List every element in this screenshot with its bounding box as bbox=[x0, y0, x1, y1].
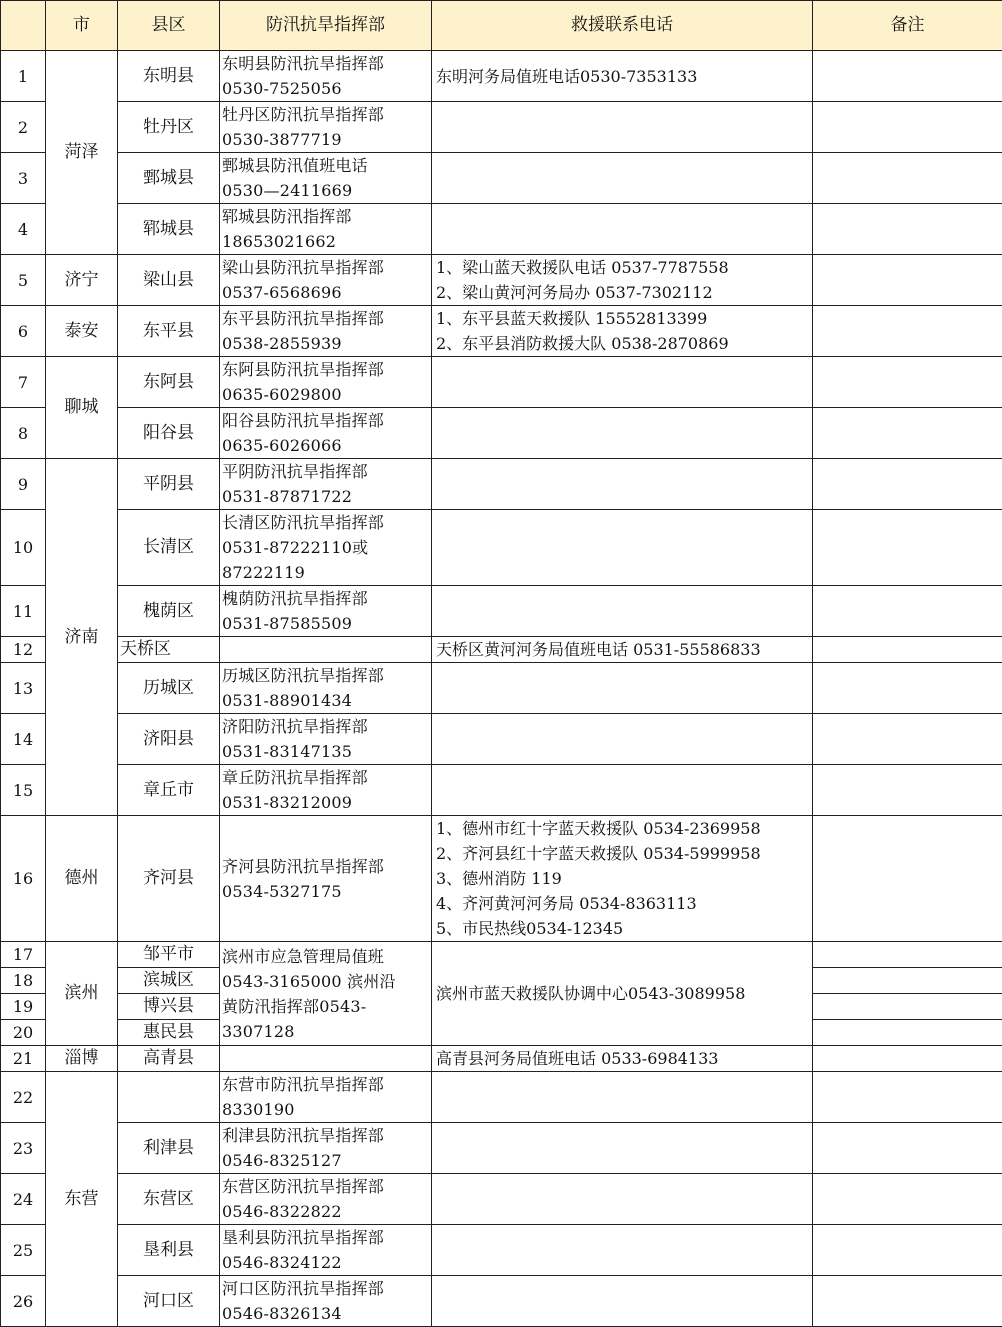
district-cell: 利津县 bbox=[118, 1123, 220, 1174]
row-number: 18 bbox=[1, 968, 46, 994]
table-row bbox=[1, 408, 1002, 459]
row-number: 10 bbox=[1, 510, 46, 586]
row-number: 20 bbox=[1, 1020, 46, 1046]
table-row bbox=[1, 255, 1002, 306]
header-row bbox=[1, 1, 1002, 51]
city-cell: 东营 bbox=[46, 1072, 118, 1327]
row-number: 26 bbox=[1, 1276, 46, 1327]
command-cell: 东明县防汛抗旱指挥部 0530-7525056 bbox=[220, 51, 432, 102]
table-row bbox=[1, 637, 1002, 663]
rescue-cell bbox=[432, 204, 813, 255]
district-cell: 惠民县 bbox=[118, 1020, 220, 1046]
district-cell: 梁山县 bbox=[118, 255, 220, 306]
district-cell: 滨城区 bbox=[118, 968, 220, 994]
city-cell: 德州 bbox=[46, 816, 118, 942]
table-row bbox=[1, 306, 1002, 357]
rescue-cell bbox=[432, 1225, 813, 1276]
table-row bbox=[1, 459, 1002, 510]
district-cell: 东阿县 bbox=[118, 357, 220, 408]
command-cell: 河口区防汛抗旱指挥部 0546-8326134 bbox=[220, 1276, 432, 1327]
command-cell: 阳谷县防汛抗旱指挥部 0635-6026066 bbox=[220, 408, 432, 459]
row-number: 24 bbox=[1, 1174, 46, 1225]
rescue-cell: 东明河务局值班电话0530-7353133 bbox=[432, 51, 813, 102]
note-cell bbox=[813, 663, 1002, 714]
district-cell: 博兴县 bbox=[118, 994, 220, 1020]
rescue-cell bbox=[432, 1174, 813, 1225]
command-cell: 长清区防汛抗旱指挥部 0531-87222110或 87222119 bbox=[220, 510, 432, 586]
note-cell bbox=[813, 255, 1002, 306]
header-command: 防汛抗旱指挥部 bbox=[220, 1, 432, 51]
note-cell bbox=[813, 51, 1002, 102]
command-cell: 章丘防汛抗旱指挥部 0531-83212009 bbox=[220, 765, 432, 816]
table-row bbox=[1, 586, 1002, 637]
row-number: 7 bbox=[1, 357, 46, 408]
note-cell bbox=[813, 1174, 1002, 1225]
row-number: 19 bbox=[1, 994, 46, 1020]
district-cell: 垦利县 bbox=[118, 1225, 220, 1276]
command-cell bbox=[220, 1046, 432, 1072]
table-row bbox=[1, 1225, 1002, 1276]
rescue-cell: 高青县河务局值班电话 0533-6984133 bbox=[432, 1046, 813, 1072]
note-cell bbox=[813, 459, 1002, 510]
rescue-cell: 天桥区黄河河务局值班电话 0531-55586833 bbox=[432, 637, 813, 663]
rescue-cell bbox=[432, 153, 813, 204]
command-cell: 槐荫防汛抗旱指挥部 0531-87585509 bbox=[220, 586, 432, 637]
table-row bbox=[1, 1123, 1002, 1174]
table-row bbox=[1, 510, 1002, 586]
rescue-cell: 1、东平县蓝天救援队 15552813399 2、东平县消防救援大队 0538-2870869 bbox=[432, 306, 813, 357]
rescue-cell bbox=[432, 663, 813, 714]
note-cell bbox=[813, 994, 1002, 1020]
note-cell bbox=[813, 1123, 1002, 1174]
table-row bbox=[1, 663, 1002, 714]
table-row bbox=[1, 942, 1002, 968]
note-cell bbox=[813, 306, 1002, 357]
table-row bbox=[1, 714, 1002, 765]
row-number: 5 bbox=[1, 255, 46, 306]
rescue-cell: 滨州市蓝天救援队协调中心0543-3089958 bbox=[432, 942, 813, 1046]
rescue-cell: 1、梁山蓝天救援队电话 0537-7787558 2、梁山黄河河务局办 0537-7302112 bbox=[432, 255, 813, 306]
table-row bbox=[1, 51, 1002, 102]
command-cell: 齐河县防汛抗旱指挥部 0534-5327175 bbox=[220, 816, 432, 942]
note-cell bbox=[813, 714, 1002, 765]
command-cell: 东营市防汛抗旱指挥部 8330190 bbox=[220, 1072, 432, 1123]
row-number: 8 bbox=[1, 408, 46, 459]
rescue-cell bbox=[432, 459, 813, 510]
note-cell bbox=[813, 968, 1002, 994]
command-cell: 历城区防汛抗旱指挥部 0531-88901434 bbox=[220, 663, 432, 714]
district-cell: 平阴县 bbox=[118, 459, 220, 510]
district-cell: 邹平市 bbox=[118, 942, 220, 968]
command-cell: 牡丹区防汛抗旱指挥部 0530-3877719 bbox=[220, 102, 432, 153]
rescue-cell bbox=[432, 1276, 813, 1327]
note-cell bbox=[813, 765, 1002, 816]
note-cell bbox=[813, 637, 1002, 663]
command-cell: 利津县防汛抗旱指挥部 0546-8325127 bbox=[220, 1123, 432, 1174]
note-cell bbox=[813, 942, 1002, 968]
district-cell: 历城区 bbox=[118, 663, 220, 714]
command-cell: 郓城县防汛指挥部 18653021662 bbox=[220, 204, 432, 255]
city-cell: 泰安 bbox=[46, 306, 118, 357]
table-row bbox=[1, 204, 1002, 255]
note-cell bbox=[813, 153, 1002, 204]
table-row bbox=[1, 1276, 1002, 1327]
row-number: 2 bbox=[1, 102, 46, 153]
note-cell bbox=[813, 1276, 1002, 1327]
row-number: 9 bbox=[1, 459, 46, 510]
district-cell: 鄄城县 bbox=[118, 153, 220, 204]
row-number: 13 bbox=[1, 663, 46, 714]
district-cell: 河口区 bbox=[118, 1276, 220, 1327]
header-district: 县区 bbox=[118, 1, 220, 51]
row-number: 12 bbox=[1, 637, 46, 663]
row-number: 23 bbox=[1, 1123, 46, 1174]
city-cell: 滨州 bbox=[46, 942, 118, 1046]
row-number: 3 bbox=[1, 153, 46, 204]
rescue-cell bbox=[432, 1123, 813, 1174]
city-cell: 济宁 bbox=[46, 255, 118, 306]
rescue-cell bbox=[432, 357, 813, 408]
command-cell: 东阿县防汛抗旱指挥部 0635-6029800 bbox=[220, 357, 432, 408]
row-number: 17 bbox=[1, 942, 46, 968]
row-number: 14 bbox=[1, 714, 46, 765]
note-cell bbox=[813, 408, 1002, 459]
row-number: 21 bbox=[1, 1046, 46, 1072]
district-cell: 阳谷县 bbox=[118, 408, 220, 459]
note-cell bbox=[813, 204, 1002, 255]
note-cell bbox=[813, 102, 1002, 153]
district-cell: 牡丹区 bbox=[118, 102, 220, 153]
district-cell: 齐河县 bbox=[118, 816, 220, 942]
district-cell: 东营区 bbox=[118, 1174, 220, 1225]
row-number: 6 bbox=[1, 306, 46, 357]
rescue-cell bbox=[432, 714, 813, 765]
district-cell: 东平县 bbox=[118, 306, 220, 357]
district-cell bbox=[118, 1072, 220, 1123]
command-cell bbox=[220, 637, 432, 663]
command-cell: 平阴防汛抗旱指挥部 0531-87871722 bbox=[220, 459, 432, 510]
note-cell bbox=[813, 586, 1002, 637]
rescue-cell bbox=[432, 102, 813, 153]
district-cell: 章丘市 bbox=[118, 765, 220, 816]
rescue-cell bbox=[432, 586, 813, 637]
note-cell bbox=[813, 1046, 1002, 1072]
rescue-cell bbox=[432, 765, 813, 816]
district-cell: 郓城县 bbox=[118, 204, 220, 255]
command-cell: 东平县防汛抗旱指挥部 0538-2855939 bbox=[220, 306, 432, 357]
header-rescue: 救援联系电话 bbox=[432, 1, 813, 51]
table-row bbox=[1, 1072, 1002, 1123]
note-cell bbox=[813, 1020, 1002, 1046]
district-cell: 槐荫区 bbox=[118, 586, 220, 637]
city-cell: 菏泽 bbox=[46, 51, 118, 255]
district-cell: 天桥区 bbox=[118, 637, 220, 663]
table-row bbox=[1, 153, 1002, 204]
note-cell bbox=[813, 510, 1002, 586]
row-number: 11 bbox=[1, 586, 46, 637]
header-city: 市 bbox=[46, 1, 118, 51]
table-row bbox=[1, 1174, 1002, 1225]
rescue-cell bbox=[432, 408, 813, 459]
row-number: 15 bbox=[1, 765, 46, 816]
table-row bbox=[1, 357, 1002, 408]
command-cell: 东营区防汛抗旱指挥部 0546-8322822 bbox=[220, 1174, 432, 1225]
rescue-cell bbox=[432, 510, 813, 586]
header-index bbox=[1, 1, 46, 51]
command-cell: 垦利县防汛抗旱指挥部 0546-8324122 bbox=[220, 1225, 432, 1276]
city-cell: 淄博 bbox=[46, 1046, 118, 1072]
note-cell bbox=[813, 1225, 1002, 1276]
note-cell bbox=[813, 357, 1002, 408]
table-row bbox=[1, 1046, 1002, 1072]
table-row bbox=[1, 816, 1002, 942]
table-row bbox=[1, 765, 1002, 816]
row-number: 22 bbox=[1, 1072, 46, 1123]
row-number: 25 bbox=[1, 1225, 46, 1276]
note-cell bbox=[813, 1072, 1002, 1123]
command-cell: 梁山县防汛抗旱指挥部 0537-6568696 bbox=[220, 255, 432, 306]
command-cell: 济阳防汛抗旱指挥部 0531-83147135 bbox=[220, 714, 432, 765]
rescue-cell bbox=[432, 1072, 813, 1123]
row-number: 16 bbox=[1, 816, 46, 942]
district-cell: 长清区 bbox=[118, 510, 220, 586]
note-cell bbox=[813, 816, 1002, 942]
rescue-cell: 1、德州市红十字蓝天救援队 0534-2369958 2、齐河县红十字蓝天救援队 0534-5999958 3、德州消防 119 4、齐河黄河河务局 0534-8363113 5、市民热线0534-12345 bbox=[432, 816, 813, 942]
command-cell: 滨州市应急管理局值班 0543-3165000 滨州沿 黄防汛指挥部0543- 3307128 bbox=[220, 942, 432, 1046]
table-row bbox=[1, 102, 1002, 153]
district-cell: 高青县 bbox=[118, 1046, 220, 1072]
row-number: 4 bbox=[1, 204, 46, 255]
row-number: 1 bbox=[1, 51, 46, 102]
district-cell: 东明县 bbox=[118, 51, 220, 102]
city-cell: 聊城 bbox=[46, 357, 118, 459]
city-cell: 济南 bbox=[46, 459, 118, 816]
header-note: 备注 bbox=[813, 1, 1002, 51]
command-cell: 鄄城县防汛值班电话 0530—2411669 bbox=[220, 153, 432, 204]
district-cell: 济阳县 bbox=[118, 714, 220, 765]
